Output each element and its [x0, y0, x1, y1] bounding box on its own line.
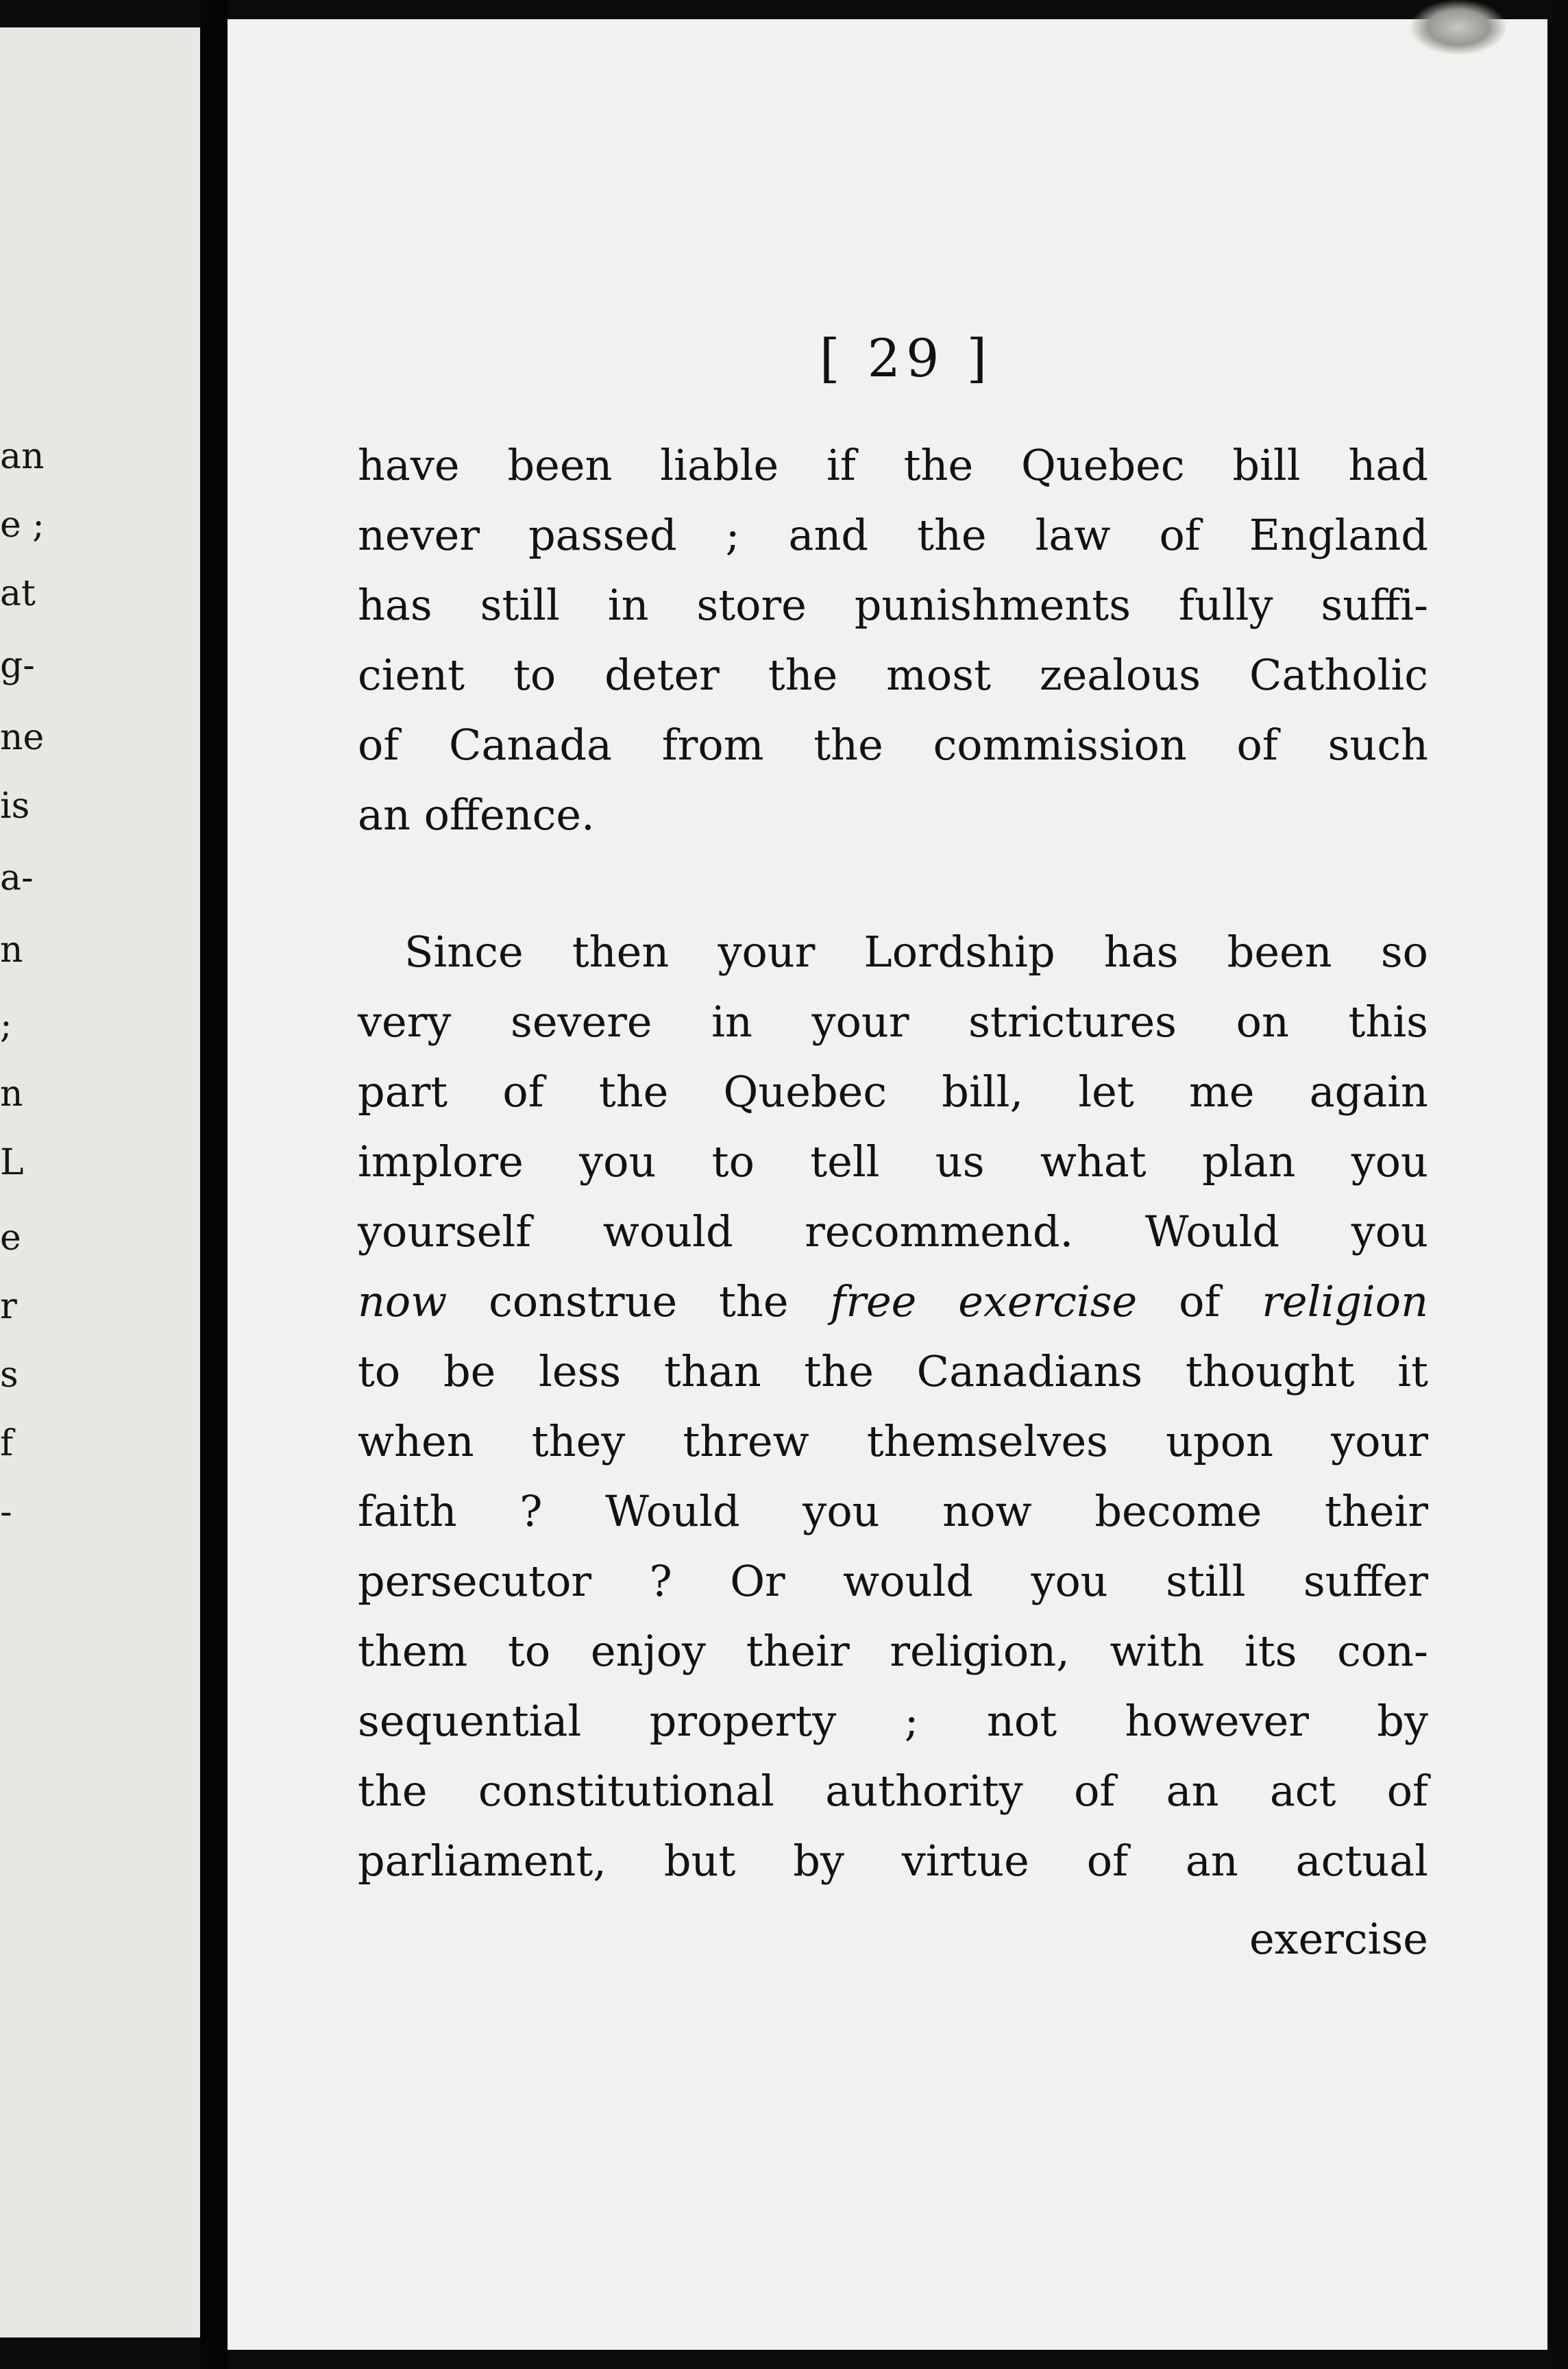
text-line: faith ? Would you now become their — [358, 1486, 1428, 1536]
margin-fragment: ; — [0, 1005, 12, 1046]
text-line: persecutor ? Or would you still suffer — [358, 1556, 1428, 1606]
book-page — [228, 19, 1547, 2350]
margin-fragment: n — [0, 930, 23, 971]
catchword: exercise — [1249, 1914, 1428, 1964]
text-line: yourself would recommend. Would you — [358, 1206, 1428, 1256]
text-line: parliament, but by virtue of an actual — [358, 1836, 1428, 1886]
text-line: of Canada from the commission of such — [358, 720, 1428, 770]
text-line: sequential property ; not however by — [358, 1696, 1428, 1746]
text-line: the constitutional authority of an act of — [358, 1766, 1428, 1816]
italic-word: now — [358, 1276, 448, 1326]
margin-fragment: at — [0, 573, 36, 614]
text-line: implore you to tell us what plan you — [358, 1137, 1428, 1187]
text-line: has still in store punishments fully suffi- — [358, 580, 1428, 630]
margin-fragment: r — [0, 1286, 17, 1327]
italic-word: religion — [1262, 1276, 1428, 1326]
margin-fragment: f — [0, 1423, 14, 1464]
text-line-italic — [358, 1276, 1428, 1326]
margin-fragment: g- — [0, 645, 35, 686]
plain-text: of — [1137, 1276, 1262, 1326]
margin-fragment: - — [0, 1492, 12, 1533]
paper-damage-mark — [1410, 0, 1506, 55]
italic-phrase: free exercise — [830, 1276, 1138, 1326]
margin-fragment: is — [0, 786, 30, 827]
text-line: cient to deter the most zealous Catholic — [358, 650, 1428, 700]
text-line: part of the Quebec bill, let me again — [358, 1067, 1428, 1117]
text-line: them to enjoy their religion, with its con- — [358, 1626, 1428, 1676]
plain-text: construe the — [447, 1276, 831, 1326]
text-line: have been liable if the Quebec bill had — [358, 440, 1428, 490]
page-number-heading: [ 29 ] — [819, 328, 993, 389]
margin-fragment: e ; — [0, 505, 45, 546]
text-line: to be less than the Canadians thought it — [358, 1346, 1428, 1396]
margin-fragment: a- — [0, 858, 34, 899]
facing-page-edge — [0, 27, 200, 2337]
margin-fragment: ne — [0, 717, 45, 758]
margin-fragment: e — [0, 1217, 21, 1259]
margin-fragment: L — [0, 1142, 24, 1183]
book-gutter — [200, 0, 228, 2369]
text-line: an offence. — [358, 790, 595, 840]
margin-fragment: s — [0, 1354, 19, 1396]
margin-fragment: an — [0, 436, 45, 477]
page-edge-shadow — [1547, 0, 1568, 2369]
text-line: when they threw themselves upon your — [358, 1416, 1428, 1466]
text-line: never passed ; and the law of England — [358, 510, 1428, 560]
margin-fragment: n — [0, 1073, 23, 1115]
text-line: Since then your Lordship has been so — [404, 927, 1428, 977]
text-line: very severe in your strictures on this — [358, 997, 1428, 1047]
